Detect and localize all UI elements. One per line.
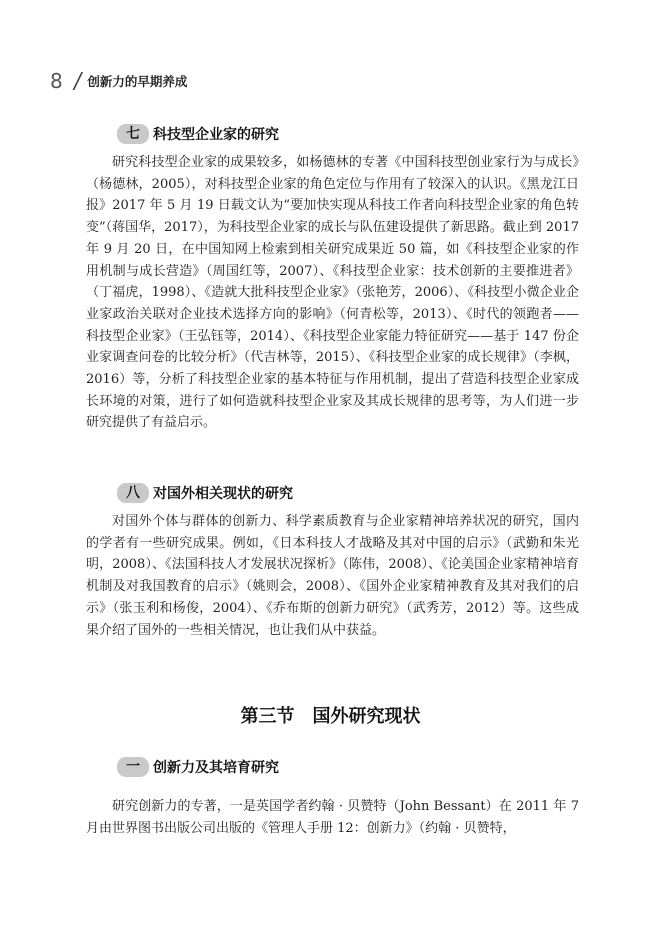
section-heading-8 (117, 482, 293, 504)
header-divider: / (71, 68, 84, 94)
chapter-section-title: 第三节 国外研究现状 (240, 706, 421, 727)
section-title: 对国外相关现状的研究 (153, 486, 293, 502)
page-header (50, 68, 187, 94)
section-heading-7 (117, 123, 279, 145)
body-paragraph: 对国外个体与群体的创新力、科学素质教育与企业家精神培养状况的研究，国内的学者有一些研究成果。例如，《日本科技人才战略及其对中国的启示》（武勤和朱光明，2008）、《法国科技人才发展状况探析》（陈伟，2008）、《论美国企业家精神培育机制及对我国教育的启示》（姚则会，2008）、《国外企业家精神教育及其对我们的启示》（张玉利和杨俊，2004）、《乔布斯的创新力研究》（武秀芳，2012）等。这些成果介绍了国外的一些相关情况，也让我们从中获益。 (86, 514, 579, 638)
section-title: 创新力及其培育研究 (153, 760, 279, 776)
section-number-badge: 八 (117, 483, 149, 503)
running-title: 创新力的早期养成 (87, 74, 188, 89)
body-paragraph: 研究创新力的专著，一是英国学者约翰 · 贝赞特（John Bessant）在 2011 年 7 月由世界图书出版公司出版的《管理人手册 12：创新力》（约翰 · 贝赞特， (86, 799, 579, 836)
page-number: 8 (50, 69, 63, 93)
body-paragraph: 研究科技型企业家的成果较多，如杨德林的专著《中国科技型创业家行为与成长》（杨德林，2005），对科技型企业家的角色定位与作用有了较深入的认识。《黑龙江日报》2017 年 5 月 19 日载文认为“要加快实现从科技工作者向科技型企业家的角色转变”（蒋国华，2017），为科技型企业家的成长与队伍建设提供了新思路。截止到 2017 年 9 月 20 日，在中国知网上检索到相关研究成果近 50 篇，如《科技型企业家的作用机制与成长营造》（周国红等，2007）、《科技型企业家：技术创新的主要推进者》（丁福虎，1998）、《造就大批科技型企业家》（张艳芳，2006）、《科技型小微企业企业家政治关联对企业技术选择方向的影响》（何青松等，2013）、《时代的领跑者——科技型企业家》（王弘钰等，2014）、《科技型企业家能力特征研究——基于 147 份企业家调查问卷的比较分析》（代吉林等，2015）、《科技型企业家的成长规律》（李枫，2016）等，分析了科技型企业家的基本特征与作用机制，提出了营造科技型企业家成长环境的对策，进行了如何造就科技型企业家及其成长规律的思考等，为人们进一步研究提供了有益启示。 (86, 155, 579, 431)
section-title: 科技型企业家的研究 (153, 127, 279, 143)
section-number-badge: 七 (117, 124, 149, 144)
section-number-badge: 一 (117, 757, 149, 777)
section-heading-1 (117, 756, 279, 778)
